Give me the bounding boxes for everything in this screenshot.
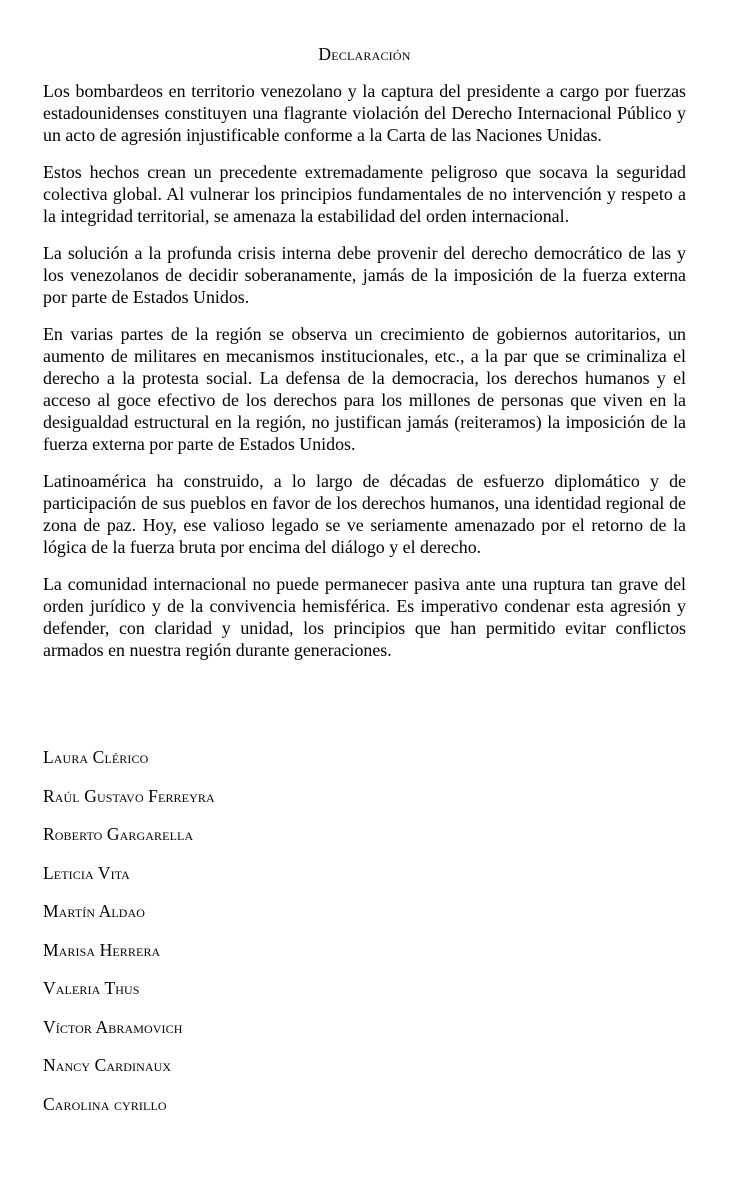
paragraph: Los bombardeos en territorio venezolano y la captura del presidente a cargo por fuerzas estadounidenses constituyen una flagrante violación del Derecho Internacional Público y un acto de agresión injustificable conforme a la Carta de las Naciones Unidas. (43, 81, 686, 145)
paragraph: Estos hechos crean un precedente extremadamente peligroso que socava la seguridad colectiva global. Al vulnerar los principios fundamentales de no intervención y respeto a la integridad territorial, se amenaza la estabilidad del orden internacional. (43, 162, 686, 226)
signatory-name: Valeria Thus (43, 978, 140, 998)
page-title: Declaración (318, 44, 411, 64)
declaration-body (43, 80, 686, 676)
document-page (43, 0, 686, 1200)
signatory-name: Roberto Gargarella (43, 824, 194, 844)
signatory-name: Laura Clérico (43, 747, 149, 767)
signatory-name: Carolina cyrillo (43, 1093, 167, 1114)
signatory-name: Raúl Gustavo Ferreyra (43, 785, 215, 806)
signatory-list (43, 745, 686, 1130)
signatory-name: Martín Aldao (43, 901, 146, 921)
paragraph: En varias partes de la región se observa un crecimiento de gobiernos autoritarios, un aumento de militares en mecanismos institucionales, etc., a la par que se criminaliza el derecho a la protesta social. La defensa de la democracia, los derechos humanos y el acceso al goce efectivo de los derechos para los millones de personas que viven en la desigualdad estructural en la región, no justifican jamás (reiteramos) la imposición de la fuerza externa por parte de Estados Unidos. (43, 324, 686, 454)
signatory-name: Víctor Abramovich (43, 1016, 183, 1037)
paragraph: Latinoamérica ha construido, a lo largo de décadas de esfuerzo diplomático y de participación de sus pueblos en favor de los derechos humanos, una identidad regional de zona de paz. Hoy, ese valioso legado se ve seriamente amenazado por el retorno de la lógica de la fuerza bruta por encima del diálogo y el derecho. (43, 471, 686, 557)
signatory-name: Marisa Herrera (43, 939, 161, 960)
signatory-name: Leticia Vita (43, 862, 130, 883)
paragraph: La solución a la profunda crisis interna debe provenir del derecho democrático de las y los venezolanos de decidir soberanamente, jamás de la imposición de la fuerza externa por parte de Estados Unidos. (43, 243, 686, 307)
paragraph: La comunidad internacional no puede permanecer pasiva ante una ruptura tan grave del orden jurídico y de la convivencia hemisférica. Es imperativo condenar esta agresión y defender, con claridad y unidad, los principios que han permitido evitar conflictos armados en nuestra región durante generaciones. (43, 574, 686, 660)
signatory-name: Nancy Cardinaux (43, 1055, 172, 1075)
